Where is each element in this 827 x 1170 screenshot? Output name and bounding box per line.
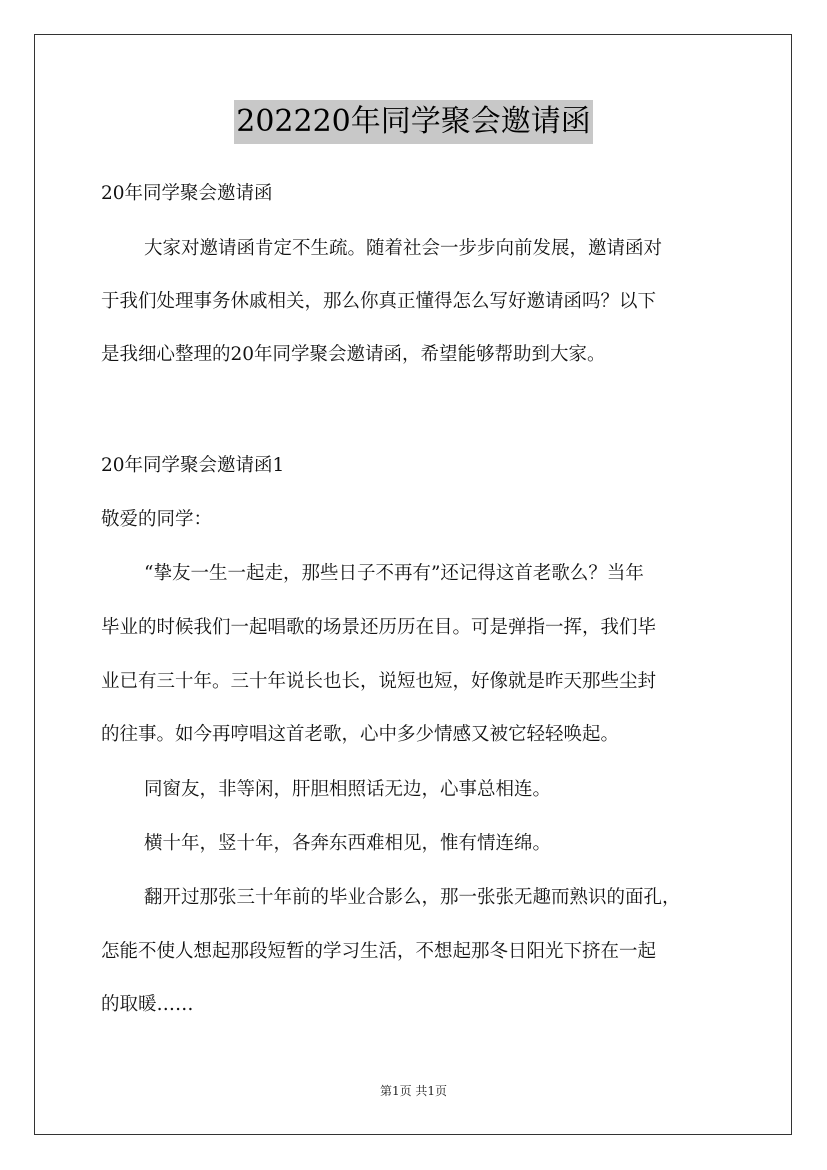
document-subtitle: 20年同学聚会邀请函: [101, 183, 273, 204]
title-container: [0, 100, 827, 144]
page-footer: 第1页 共1页: [379, 1084, 448, 1098]
intro-line-1: 大家对邀请函肯定不生疏。随着社会一步步向前发展，邀请函对: [144, 238, 663, 259]
para1-line-1: “挚友一生一起走，那些日子不再有”还记得这首老歌么？当年: [144, 563, 644, 584]
para1-line-2: 毕业的时候我们一起唱歌的场景还历历在目。可是弹指一挥，我们毕: [101, 617, 657, 638]
intro-line-3: 是我细心整理的20年同学聚会邀请函，希望能够帮助到大家。: [101, 344, 606, 365]
para1-line-3: 业已有三十年。三十年说长也长，说短也短，好像就是昨天那些尘封: [101, 671, 657, 692]
verse-line-1: 同窗友，非等闲，肝胆相照话无边，心事总相连。: [144, 779, 552, 800]
para2-line-1: 翻开过那张三十年前的毕业合影么，那一张张无趣而熟识的面孔，: [144, 887, 681, 908]
para1-line-4: 的往事。如今再哼唱这首老歌，心中多少情感又被它轻轻唤起。: [101, 724, 620, 745]
para2-line-2: 怎能不使人想起那段短暂的学习生活，不想起那冬日阳光下挤在一起: [101, 941, 657, 962]
section-heading: 20年同学聚会邀请函1: [101, 455, 285, 476]
greeting: 敬爱的同学：: [101, 509, 213, 530]
document-title: 202220年同学聚会邀请函: [234, 100, 593, 144]
para2-line-3: 的取暖……: [101, 994, 194, 1015]
verse-line-2: 横十年，竖十年，各奔东西难相见，惟有情连绵。: [144, 833, 552, 854]
intro-line-2: 于我们处理事务休戚相关，那么你真正懂得怎么写好邀请函吗？以下: [101, 291, 657, 312]
